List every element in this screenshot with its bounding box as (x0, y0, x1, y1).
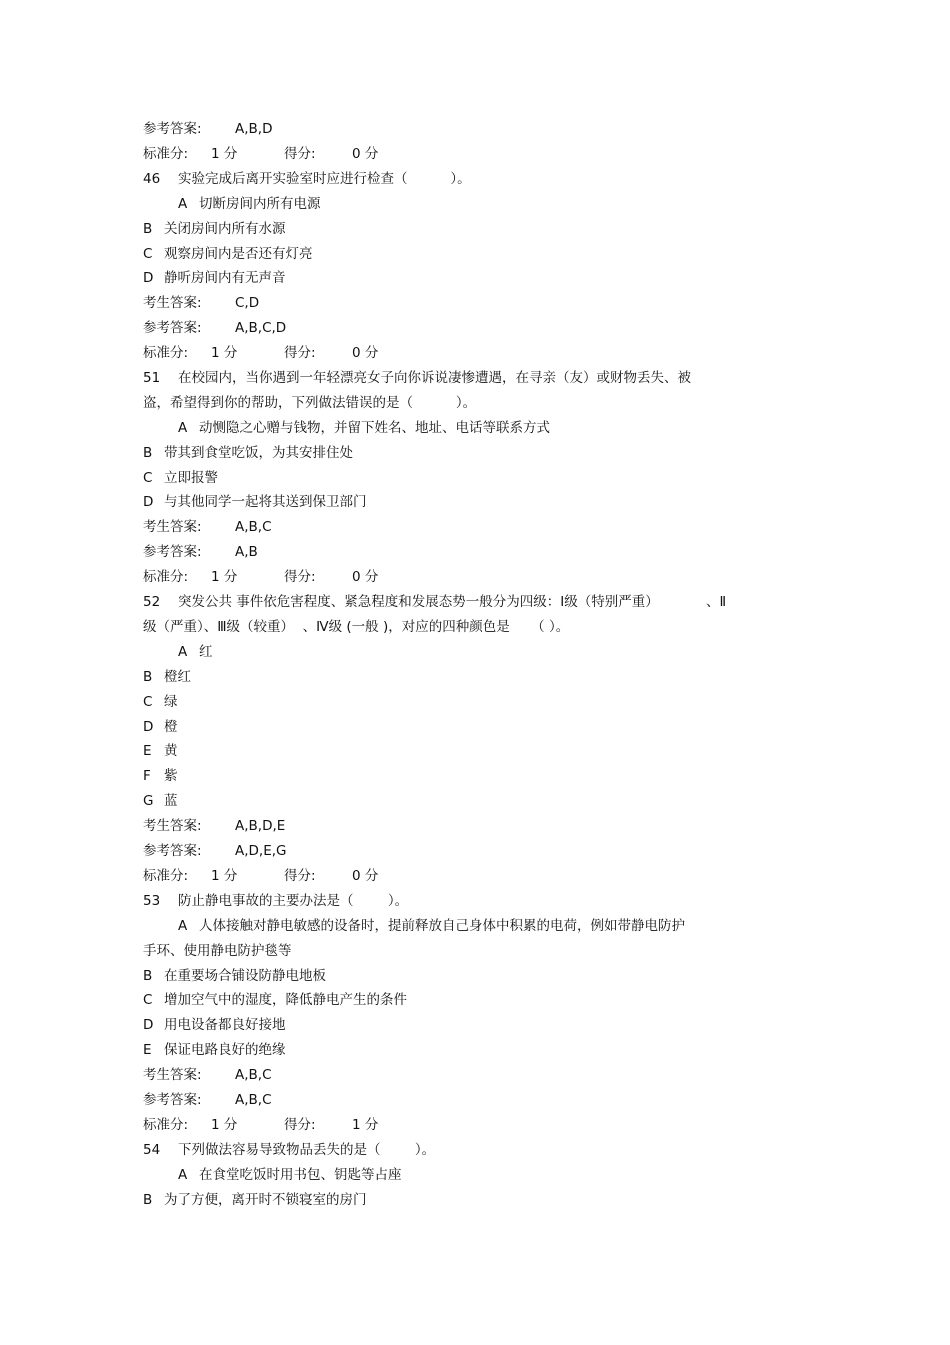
option-a (178, 1166, 402, 1184)
student-answer-label: 考生答案: (143, 295, 202, 311)
score-line (143, 1116, 378, 1134)
reference-answer-label: 参考答案: (143, 121, 202, 137)
option-text: 关闭房间内所有水源 (164, 221, 286, 237)
question-text: 下列做法容易导致物品丢失的是（ ）。 (178, 1142, 436, 1158)
question-stem (143, 1141, 435, 1159)
student-answer (143, 518, 272, 536)
option-key: D (143, 719, 154, 735)
reference-answer (143, 842, 287, 860)
question-stem (143, 892, 408, 910)
question-number: 52 (143, 594, 161, 610)
option-d (143, 1016, 286, 1034)
standard-score-label: 标准分: (143, 146, 189, 162)
score-line (143, 145, 378, 163)
option-c (143, 693, 178, 711)
option-text: 人体接触对静电敏感的设备时，提前释放自己身体中积累的电荷，例如带静电防护 (199, 918, 685, 934)
reference-answer-value: A,B (235, 544, 258, 560)
obtained-score-value: 1 分 (352, 1117, 379, 1133)
option-text: 为了方便，离开时不锁寝室的房门 (164, 1192, 367, 1208)
option-key: D (143, 1017, 154, 1033)
option-b (143, 668, 191, 686)
option-key: B (143, 221, 153, 237)
option-text: 在食堂吃饭时用书包、钥匙等占座 (199, 1167, 402, 1183)
option-key: G (143, 793, 154, 809)
reference-answer-label: 参考答案: (143, 1092, 202, 1108)
option-text: 红 (199, 644, 213, 660)
option-text: 绿 (164, 694, 178, 710)
option-b (143, 967, 326, 985)
obtained-score-label: 得分: (284, 345, 316, 361)
option-text: 在重要场合铺设防静电地板 (164, 968, 326, 984)
question-stem (143, 593, 726, 611)
score-line (143, 344, 378, 362)
reference-answer (143, 120, 272, 138)
standard-score-value: 1 分 (211, 146, 238, 162)
question-stem-continued (143, 394, 476, 412)
question-text: 在校园内，当你遇到一年轻漂亮女子向你诉说凄惨遭遇，在寻亲（友）或财物丢失、被 (178, 370, 691, 386)
reference-answer-label: 参考答案: (143, 544, 202, 560)
question-number: 46 (143, 171, 161, 187)
student-answer (143, 1066, 272, 1084)
standard-score-label: 标准分: (143, 1117, 189, 1133)
option-text: 蓝 (164, 793, 178, 809)
standard-score-value: 1 分 (211, 569, 238, 585)
standard-score-label: 标准分: (143, 345, 189, 361)
option-text: 橙 (164, 719, 178, 735)
question-text: 防止静电事故的主要办法是（ ）。 (178, 893, 409, 909)
reference-answer-value: A,B,C (235, 1092, 272, 1108)
option-e (143, 742, 178, 760)
option-c (143, 991, 407, 1009)
option-key: B (143, 968, 153, 984)
option-key: C (143, 992, 153, 1008)
standard-score-label: 标准分: (143, 569, 189, 585)
option-f (143, 767, 178, 785)
question-number: 54 (143, 1142, 161, 1158)
option-text: 动恻隐之心赠与钱物，并留下姓名、地址、电话等联系方式 (199, 420, 550, 436)
option-text: 紫 (164, 768, 178, 784)
option-c (143, 469, 218, 487)
question-stem-continued (143, 618, 569, 636)
option-a (178, 643, 213, 661)
option-text: 橙红 (164, 669, 191, 685)
option-key: B (143, 669, 153, 685)
student-answer-value: A,B,C (235, 1067, 272, 1083)
option-key: E (143, 743, 152, 759)
option-key: A (178, 644, 188, 660)
question-text: 实验完成后离开实验室时应进行检查（ ）。 (178, 171, 471, 187)
question-stem (143, 170, 471, 188)
option-b (143, 444, 353, 462)
option-text: 用电设备都良好接地 (164, 1017, 286, 1033)
obtained-score-label: 得分: (284, 569, 316, 585)
student-answer-label: 考生答案: (143, 1067, 202, 1083)
option-a-continued (143, 942, 292, 960)
standard-score-value: 1 分 (211, 868, 238, 884)
option-text: 与其他同学一起将其送到保卫部门 (164, 494, 367, 510)
option-key: C (143, 694, 153, 710)
option-a (178, 419, 550, 437)
reference-answer (143, 1091, 272, 1109)
question-text: 盗，希望得到你的帮助，下列做法错误的是（ ）。 (143, 395, 477, 411)
option-key: B (143, 1192, 153, 1208)
obtained-score-value: 0 分 (352, 146, 379, 162)
student-answer-value: C,D (235, 295, 260, 311)
option-text: 观察房间内是否还有灯亮 (164, 246, 313, 262)
option-key: A (178, 420, 188, 436)
option-key: C (143, 470, 153, 486)
option-text: 静听房间内有无声音 (164, 270, 286, 286)
reference-answer (143, 543, 258, 561)
obtained-score-value: 0 分 (352, 569, 379, 585)
option-text: 增加空气中的湿度，降低静电产生的条件 (164, 992, 407, 1008)
option-d (143, 269, 286, 287)
option-text: 黄 (164, 743, 178, 759)
student-answer (143, 294, 259, 312)
score-line (143, 867, 378, 885)
option-text: 保证电路良好的绝缘 (164, 1042, 286, 1058)
option-b (143, 220, 286, 238)
score-line (143, 568, 378, 586)
student-answer-value: A,B,D,E (235, 818, 286, 834)
obtained-score-value: 0 分 (352, 345, 379, 361)
option-a (178, 195, 321, 213)
question-text: 级（严重）、Ⅲ级（较重） 、Ⅳ级 (一般 )，对应的四种颜色是 （ ）。 (143, 619, 570, 635)
option-text: 立即报警 (164, 470, 218, 486)
option-b (143, 1191, 367, 1209)
obtained-score-label: 得分: (284, 146, 316, 162)
option-key: A (178, 1167, 188, 1183)
option-text: 切断房间内所有电源 (199, 196, 321, 212)
standard-score-label: 标准分: (143, 868, 189, 884)
standard-score-value: 1 分 (211, 345, 238, 361)
question-number: 51 (143, 370, 161, 386)
reference-answer-value: A,B,C,D (235, 320, 287, 336)
reference-answer-label: 参考答案: (143, 320, 202, 336)
option-key: A (178, 196, 188, 212)
obtained-score-label: 得分: (284, 868, 316, 884)
option-key: B (143, 445, 153, 461)
option-key: A (178, 918, 188, 934)
obtained-score-value: 0 分 (352, 868, 379, 884)
option-key: F (143, 768, 151, 784)
question-stem (143, 369, 691, 387)
reference-answer-value: A,B,D (235, 121, 273, 137)
option-key: E (143, 1042, 152, 1058)
student-answer (143, 817, 285, 835)
option-e (143, 1041, 286, 1059)
reference-answer-value: A,D,E,G (235, 843, 287, 859)
question-text: 突发公共 事件依危害程度、紧急程度和发展态势一般分为四级：Ⅰ级（特别严重） 、Ⅱ (178, 594, 727, 610)
obtained-score-label: 得分: (284, 1117, 316, 1133)
question-number: 53 (143, 893, 161, 909)
reference-answer (143, 319, 286, 337)
option-a (178, 917, 685, 935)
option-c (143, 245, 313, 263)
option-key: D (143, 270, 154, 286)
student-answer-label: 考生答案: (143, 519, 202, 535)
student-answer-label: 考生答案: (143, 818, 202, 834)
option-text: 带其到食堂吃饭，为其安排住处 (164, 445, 353, 461)
option-d (143, 718, 178, 736)
student-answer-value: A,B,C (235, 519, 272, 535)
option-key: D (143, 494, 154, 510)
option-text: 手环、使用静电防护毯等 (143, 943, 292, 959)
reference-answer-label: 参考答案: (143, 843, 202, 859)
option-g (143, 792, 178, 810)
option-d (143, 493, 367, 511)
standard-score-value: 1 分 (211, 1117, 238, 1133)
option-key: C (143, 246, 153, 262)
